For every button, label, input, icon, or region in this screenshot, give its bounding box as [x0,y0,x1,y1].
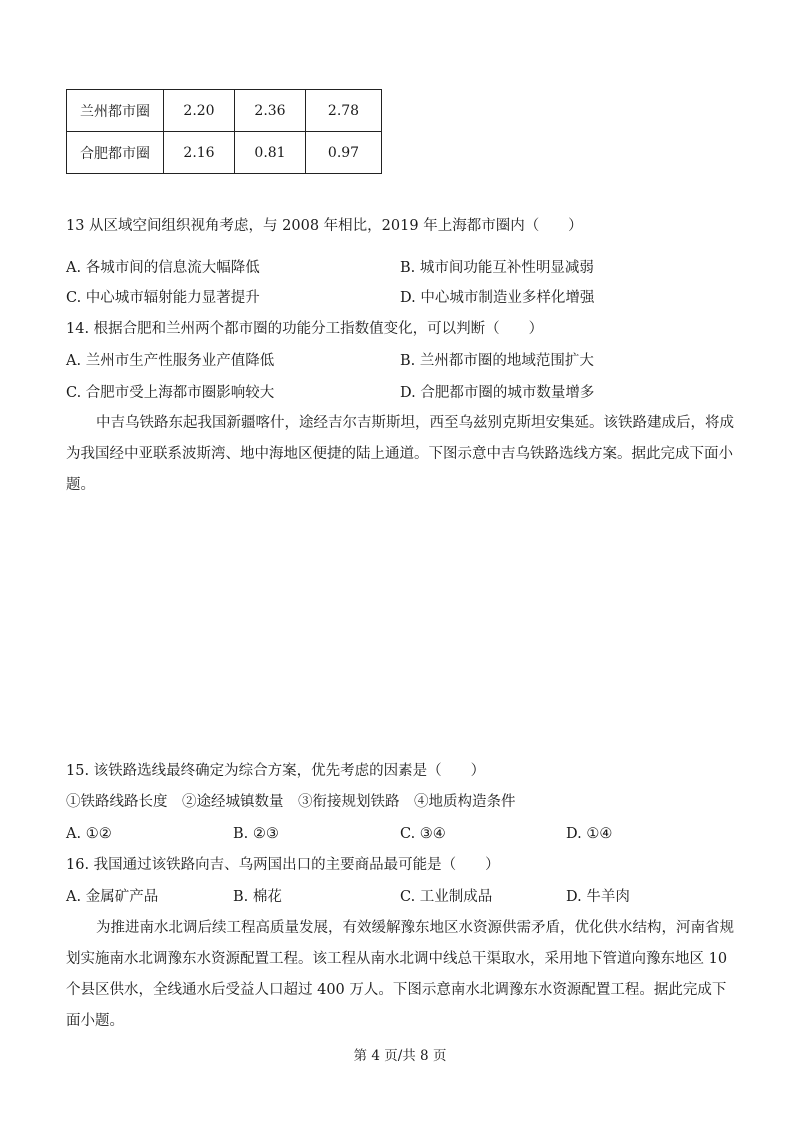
table-row [67,90,382,132]
question-15-option-a: A. ①② [66,826,112,842]
table-row [67,132,382,174]
figure-placeholder [66,505,740,750]
question-13-option-d: D. 中心城市制造业多样化增强 [400,290,595,306]
question-15-option-b: B. ②③ [233,826,279,842]
table-cell: 合肥都市圈 [67,132,164,174]
question-15-option-c: C. ③④ [400,826,446,842]
question-14-option-b: B. 兰州都市圈的地域范围扩大 [400,353,594,369]
table-cell: 兰州都市圈 [67,90,164,132]
table-cell: 2.20 [164,90,235,132]
passage-railway: 中吉乌铁路东起我国新疆喀什，途经吉尔吉斯斯坦，西至乌兹别克斯坦安集延。该铁路建成后，将成为我国经中亚联系波斯湾、地中海地区便捷的陆上通道。下图示意中吉乌铁路选线方案。据此完成下面小题。 [66,415,734,493]
question-16-option-a: A. 金属矿产品 [66,889,159,905]
question-16-option-b: B. 棉花 [233,889,282,905]
question-13-option-b: B. 城市间功能互补性明显减弱 [400,260,594,276]
question-13-stem: 13 从区域空间组织视角考虑，与 2008 年相比，2019 年上海都市圈内（ ） [66,218,583,234]
question-16-option-d: D. 牛羊肉 [566,889,630,905]
passage-water-project: 为推进南水北调后续工程高质量发展，有效缓解豫东地区水资源供需矛盾，优化供水结构，河南省规划实施南水北调豫东水资源配置工程。该工程从南水北调中线总干渠取水，采用地下管道向豫东地区 10 个县区供水，全线通水后受益人口超过 400 万人。下图示意南水北调豫东水资源配置工程。据此完成下面小题。 [66,920,734,1029]
question-15-factors: ①铁路线路长度 ②途经城镇数量 ③衔接规划铁路 ④地质构造条件 [66,794,516,810]
question-16-stem: 16. 我国通过该铁路向吉、乌两国出口的主要商品最可能是（ ） [66,857,500,873]
table-cell: 2.36 [235,90,306,132]
table-cell: 2.16 [164,132,235,174]
question-15-stem: 15. 该铁路选线最终确定为综合方案，优先考虑的因素是（ ） [66,763,486,779]
table-cell: 0.81 [235,132,306,174]
question-14-option-a: A. 兰州市生产性服务业产值降低 [66,353,275,369]
question-15-option-d: D. ①④ [566,826,613,842]
page-footer: 第 4 页/共 8 页 [353,1048,447,1064]
question-14-stem: 14. 根据合肥和兰州两个都市圈的功能分工指数值变化，可以判断（ ） [66,321,544,337]
question-16-option-c: C. 工业制成品 [400,889,493,905]
question-14-option-d: D. 合肥都市圈的城市数量增多 [400,385,595,401]
question-13-option-a: A. 各城市间的信息流大幅降低 [66,260,260,276]
table-cell: 2.78 [306,90,382,132]
table-cell: 0.97 [306,132,382,174]
data-table [66,89,382,174]
question-14-option-c: C. 合肥市受上海都市圈影响较大 [66,385,275,401]
question-13-option-c: C. 中心城市辐射能力显著提升 [66,290,260,306]
